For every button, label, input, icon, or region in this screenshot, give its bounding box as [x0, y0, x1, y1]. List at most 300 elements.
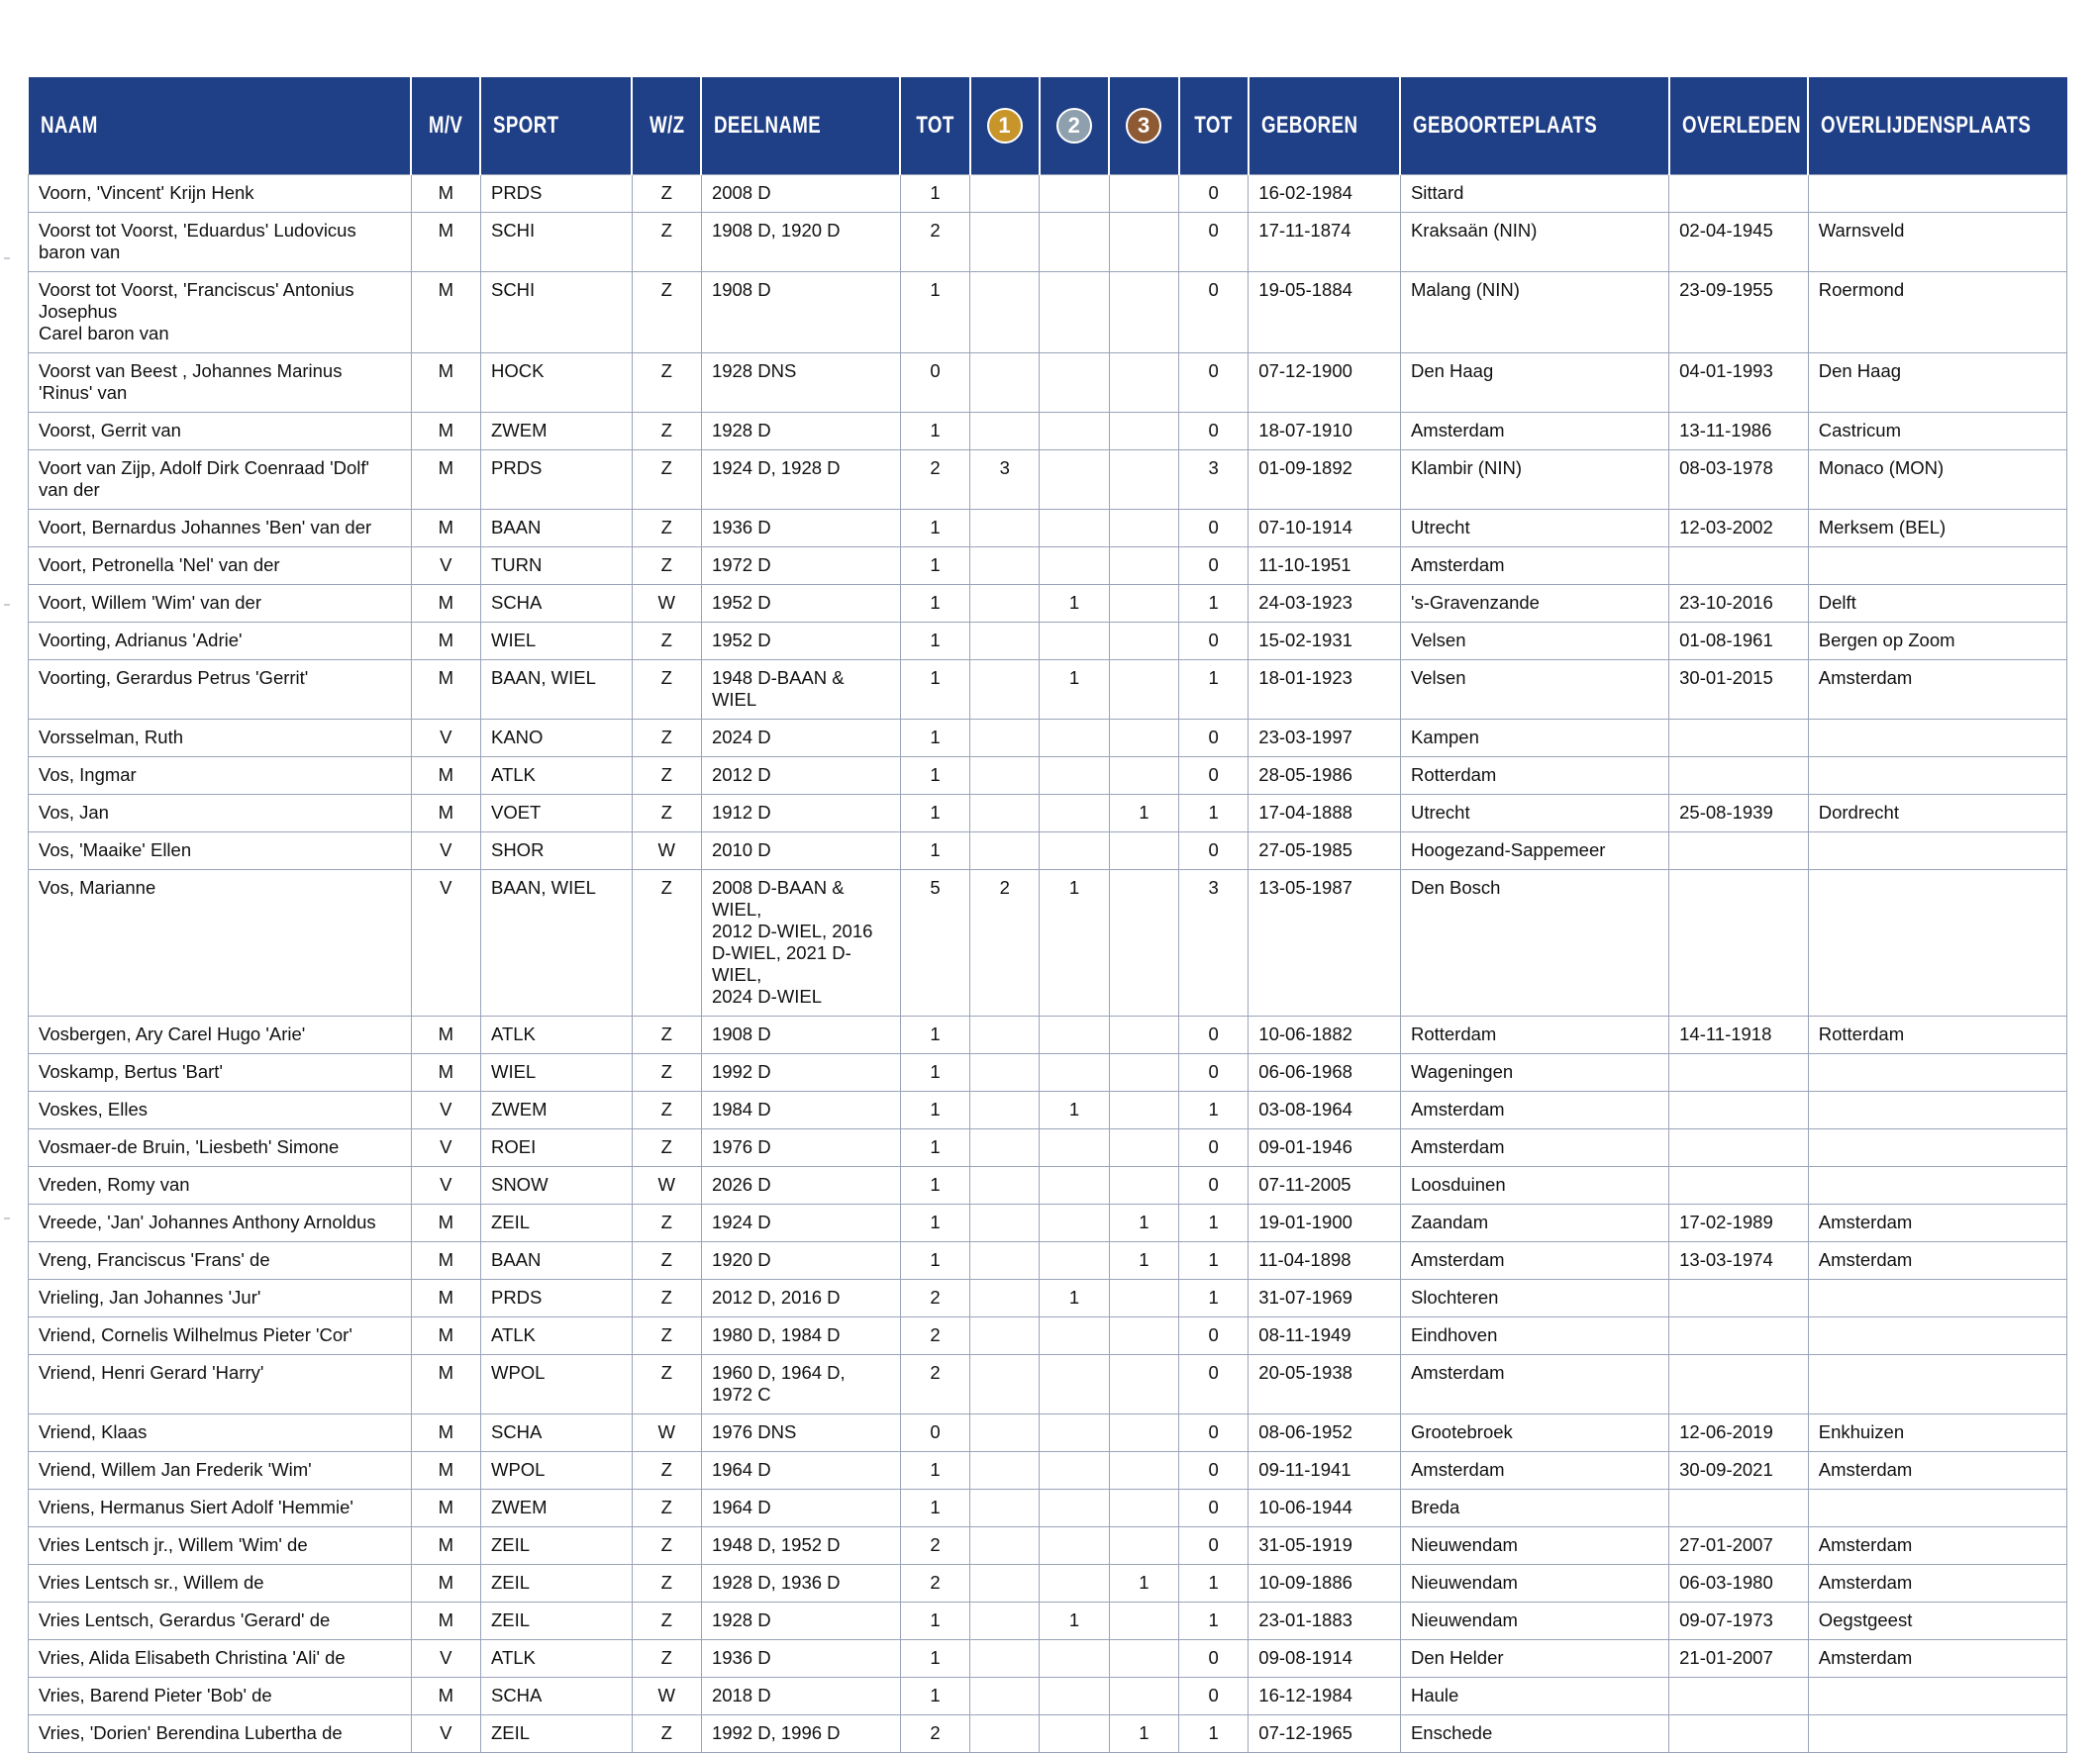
cell-gold — [970, 353, 1040, 413]
cell-text: Voorst tot Voorst, 'Franciscus' Antonius Josephus Carel baron van — [39, 279, 354, 343]
cell-overleden — [1669, 1205, 1809, 1242]
cell-bronze — [1109, 175, 1178, 213]
cell-geboorteplaats — [1400, 175, 1668, 213]
cell-naam — [29, 1092, 412, 1129]
cell-gold — [970, 795, 1040, 832]
cell-text: 1 — [1139, 1212, 1150, 1232]
cell-tot — [900, 1242, 969, 1280]
athletes-table — [28, 77, 2067, 1753]
cell-text: M — [438, 1212, 454, 1232]
cell-text: Haule — [1410, 1685, 1459, 1705]
cell-bronze — [1109, 1205, 1178, 1242]
cell-naam — [29, 353, 412, 413]
cell-text: Vriend, Willem Jan Frederik 'Wim' — [39, 1459, 312, 1480]
cell-silver — [1040, 585, 1109, 623]
cell-geboren — [1249, 1054, 1401, 1092]
cell-sport — [480, 1527, 632, 1565]
cell-text: Den Helder — [1410, 1647, 1504, 1668]
cell-text: Vries Lentsch, Gerardus 'Gerard' de — [39, 1609, 331, 1630]
cell-naam — [29, 1242, 412, 1280]
cell-mv — [411, 1205, 480, 1242]
cell-naam — [29, 1280, 412, 1317]
cell-mv — [411, 795, 480, 832]
cell-bronze — [1109, 413, 1178, 450]
cell-text: 's-Gravenzande — [1410, 592, 1540, 613]
col-header-overlijdensplaats[interactable]: OVERLIJDENSPLAATS — [1808, 77, 2066, 175]
cell-text: 10-06-1882 — [1258, 1023, 1352, 1044]
col-header-geboorteplaats[interactable]: GEBOORTEPLAATS — [1400, 77, 1668, 175]
col-header-mv[interactable]: M/V — [411, 77, 480, 175]
cell-overleden — [1669, 272, 1809, 353]
cell-geboorteplaats — [1400, 272, 1668, 353]
col-header-tot-participations[interactable]: TOT — [900, 77, 969, 175]
cell-gold — [970, 1280, 1040, 1317]
cell-text: Amsterdam — [1818, 1212, 1913, 1232]
cell-wz — [632, 1280, 701, 1317]
cell-geboren — [1249, 1490, 1401, 1527]
cell-text: Oegstgeest — [1818, 1609, 1913, 1630]
cell-gold — [970, 1640, 1040, 1678]
cell-gold — [970, 1603, 1040, 1640]
cell-bronze — [1109, 1317, 1178, 1355]
cell-gold — [970, 1355, 1040, 1414]
cell-geboren — [1249, 720, 1401, 757]
cell-text: 1 — [1208, 1722, 1219, 1743]
cell-deelname — [701, 832, 900, 870]
cell-wz — [632, 1205, 701, 1242]
cell-bronze — [1109, 870, 1178, 1017]
cell-text: Vreden, Romy van — [39, 1174, 190, 1195]
cell-geboorteplaats — [1400, 1205, 1668, 1242]
cell-text: 2008 D-BAAN & WIEL, 2012 D-WIEL, 2016 D-WIEL, 2021 D-WIEL, 2024 D-WIEL — [711, 877, 873, 1007]
cell-silver — [1040, 1092, 1109, 1129]
cell-bronze — [1109, 450, 1178, 510]
cell-text: 1 — [930, 554, 941, 575]
cell-overleden — [1669, 1565, 1809, 1603]
table-row — [29, 1054, 2067, 1092]
cell-overlijdensplaats — [1808, 1092, 2066, 1129]
table-row — [29, 413, 2067, 450]
cell-mv — [411, 1017, 480, 1054]
cell-overlijdensplaats — [1808, 1640, 2066, 1678]
cell-mv — [411, 175, 480, 213]
cell-geboren — [1249, 1205, 1401, 1242]
cell-overleden — [1669, 1280, 1809, 1317]
cell-text: 1 — [1139, 1722, 1150, 1743]
cell-text: Z — [660, 1497, 672, 1517]
col-header-bronze[interactable] — [1109, 77, 1178, 175]
cell-text: Merksem (BEL) — [1818, 517, 1947, 537]
cell-gold — [970, 175, 1040, 213]
cell-sport — [480, 510, 632, 547]
cell-wz — [632, 1092, 701, 1129]
cell-deelname — [701, 1414, 900, 1452]
cell-tot — [900, 1452, 969, 1490]
table-row — [29, 1414, 2067, 1452]
cell-geboorteplaats — [1400, 1242, 1668, 1280]
cell-geboren — [1249, 353, 1401, 413]
cell-deelname — [701, 272, 900, 353]
cell-naam — [29, 832, 412, 870]
cell-tot-medals — [1179, 272, 1249, 353]
cell-mv — [411, 413, 480, 450]
cell-silver — [1040, 720, 1109, 757]
cell-text: 06-06-1968 — [1258, 1061, 1352, 1082]
cell-geboorteplaats — [1400, 1678, 1668, 1715]
cell-text: ZEIL — [490, 1534, 531, 1555]
cell-text: HOCK — [490, 360, 545, 381]
cell-overleden — [1669, 623, 1809, 660]
col-header-overleden[interactable]: OVERLEDEN — [1669, 77, 1809, 175]
cell-sport — [480, 175, 632, 213]
cell-text: Z — [660, 764, 672, 785]
cell-text: Z — [660, 1287, 672, 1308]
cell-text: ZEIL — [490, 1572, 531, 1593]
cell-naam — [29, 1678, 412, 1715]
cell-tot — [900, 1167, 969, 1205]
cell-text: W — [657, 592, 676, 613]
cell-text: M — [438, 1572, 454, 1593]
cell-tot-medals — [1179, 353, 1249, 413]
cell-gold — [970, 1715, 1040, 1753]
cell-overlijdensplaats — [1808, 1317, 2066, 1355]
table-row — [29, 1640, 2067, 1678]
cell-text: 1 — [1208, 592, 1219, 613]
cell-text: 2012 D — [711, 764, 771, 785]
cell-text: Z — [660, 457, 672, 478]
cell-overleden — [1669, 1317, 1809, 1355]
cell-text: Vorsselman, Ruth — [39, 727, 184, 747]
cell-text: TURN — [490, 554, 543, 575]
cell-text: 12-06-2019 — [1679, 1421, 1773, 1442]
cell-text: Z — [660, 517, 672, 537]
cell-tot-medals — [1179, 1490, 1249, 1527]
cell-text: M — [438, 592, 454, 613]
cell-mv — [411, 1317, 480, 1355]
cell-overlijdensplaats — [1808, 272, 2066, 353]
table-row — [29, 870, 2067, 1017]
col-header-wz[interactable]: W/Z — [632, 77, 701, 175]
cell-gold — [970, 1414, 1040, 1452]
cell-text: 16-12-1984 — [1258, 1685, 1352, 1705]
cell-text: 2 — [930, 1287, 941, 1308]
cell-wz — [632, 757, 701, 795]
cell-text: 1 — [1068, 1609, 1080, 1630]
cell-geboren — [1249, 1414, 1401, 1452]
cell-text: Enschede — [1410, 1722, 1493, 1743]
cell-gold — [970, 870, 1040, 1017]
cell-sport — [480, 757, 632, 795]
cell-gold — [970, 1167, 1040, 1205]
cell-overleden — [1669, 1167, 1809, 1205]
cell-text: 1980 D, 1984 D — [711, 1324, 841, 1345]
col-header-tot-medals[interactable]: TOT — [1179, 77, 1249, 175]
cell-wz — [632, 547, 701, 585]
cell-deelname — [701, 1565, 900, 1603]
cell-text: Vrieling, Jan Johannes 'Jur' — [39, 1287, 261, 1308]
cell-text: 1952 D — [711, 592, 771, 613]
cell-text: Z — [660, 727, 672, 747]
cell-wz — [632, 832, 701, 870]
silver-medal-icon: 2 — [1056, 108, 1092, 144]
cell-text: ZWEM — [490, 420, 548, 440]
cell-tot — [900, 1527, 969, 1565]
cell-text: WIEL — [490, 1061, 537, 1082]
cell-deelname — [701, 585, 900, 623]
cell-geboren — [1249, 272, 1401, 353]
cell-text: WPOL — [490, 1362, 546, 1383]
cell-overlijdensplaats — [1808, 585, 2066, 623]
cell-naam — [29, 510, 412, 547]
cell-tot-medals — [1179, 213, 1249, 272]
cell-text: 0 — [1208, 420, 1219, 440]
cell-text: 2 — [930, 1362, 941, 1383]
cell-geboren — [1249, 1280, 1401, 1317]
cell-text: SCHA — [490, 1421, 543, 1442]
cell-text: Malang (NIN) — [1410, 279, 1520, 300]
table-row — [29, 832, 2067, 870]
cell-naam — [29, 213, 412, 272]
cell-deelname — [701, 870, 900, 1017]
cell-text: 23-01-1883 — [1258, 1609, 1352, 1630]
cell-text: Vosmaer-de Bruin, 'Liesbeth' Simone — [39, 1136, 340, 1157]
cell-tot — [900, 870, 969, 1017]
cell-mv — [411, 1167, 480, 1205]
cell-text: 2026 D — [711, 1174, 771, 1195]
table-row — [29, 1355, 2067, 1414]
col-header-sport[interactable]: SPORT — [480, 77, 632, 175]
cell-overleden — [1669, 585, 1809, 623]
cell-overlijdensplaats — [1808, 1452, 2066, 1490]
cell-text: Z — [660, 1459, 672, 1480]
cell-text: Enkhuizen — [1818, 1421, 1905, 1442]
cell-bronze — [1109, 1242, 1178, 1280]
cell-text: 1924 D, 1928 D — [711, 457, 841, 478]
cell-text: Nieuwendam — [1410, 1572, 1518, 1593]
cell-text: M — [438, 279, 454, 300]
cell-text: BAAN — [490, 1249, 542, 1270]
cell-silver — [1040, 1317, 1109, 1355]
cell-sport — [480, 1205, 632, 1242]
cell-naam — [29, 1167, 412, 1205]
cell-deelname — [701, 413, 900, 450]
cell-silver — [1040, 623, 1109, 660]
cell-gold — [970, 1490, 1040, 1527]
cell-geboorteplaats — [1400, 795, 1668, 832]
cell-tot-medals — [1179, 175, 1249, 213]
cell-text: 13-11-1986 — [1679, 420, 1772, 440]
cell-overleden — [1669, 510, 1809, 547]
cell-sport — [480, 832, 632, 870]
cell-tot-medals — [1179, 1640, 1249, 1678]
cell-tot — [900, 1640, 969, 1678]
cell-text: W — [657, 1174, 676, 1195]
cell-bronze — [1109, 1017, 1178, 1054]
cell-text: 14-11-1918 — [1679, 1023, 1772, 1044]
cell-silver — [1040, 510, 1109, 547]
cell-text: 07-11-2005 — [1258, 1174, 1351, 1195]
cell-gold — [970, 1092, 1040, 1129]
cell-tot — [900, 585, 969, 623]
cell-mv — [411, 870, 480, 1017]
cell-mv — [411, 510, 480, 547]
cell-overleden — [1669, 1640, 1809, 1678]
cell-bronze — [1109, 547, 1178, 585]
cell-text: 2 — [999, 877, 1010, 898]
cell-text: 1972 D — [711, 554, 771, 575]
cell-overlijdensplaats — [1808, 353, 2066, 413]
cell-wz — [632, 870, 701, 1017]
cell-text: 25-08-1939 — [1679, 802, 1773, 823]
cell-deelname — [701, 1054, 900, 1092]
cell-bronze — [1109, 1603, 1178, 1640]
cell-text: M — [438, 764, 454, 785]
table-row — [29, 660, 2067, 720]
cell-tot-medals — [1179, 1242, 1249, 1280]
cell-text: 1 — [930, 592, 941, 613]
cell-text: 0 — [1208, 182, 1219, 203]
cell-naam — [29, 1414, 412, 1452]
table-row — [29, 1092, 2067, 1129]
cell-deelname — [701, 1317, 900, 1355]
cell-text: M — [438, 1459, 454, 1480]
cell-text: 03-08-1964 — [1258, 1099, 1352, 1120]
cell-tot — [900, 450, 969, 510]
cell-text: 01-08-1961 — [1679, 630, 1773, 650]
cell-deelname — [701, 1205, 900, 1242]
cell-text: 1 — [930, 1174, 941, 1195]
cell-silver — [1040, 272, 1109, 353]
cell-tot — [900, 1565, 969, 1603]
cell-text: V — [440, 1174, 452, 1195]
cell-text: 1 — [930, 1099, 941, 1120]
cell-text: Z — [660, 1099, 672, 1120]
cell-tot — [900, 413, 969, 450]
cell-tot-medals — [1179, 1280, 1249, 1317]
cell-text: V — [440, 727, 452, 747]
cell-overlijdensplaats — [1808, 413, 2066, 450]
cell-text: Kraksaän (NIN) — [1410, 220, 1538, 241]
cell-geboren — [1249, 413, 1401, 450]
cell-deelname — [701, 1092, 900, 1129]
cell-text: 08-03-1978 — [1679, 457, 1773, 478]
cell-text: Z — [660, 667, 672, 688]
cell-sport — [480, 1715, 632, 1753]
cell-geboorteplaats — [1400, 413, 1668, 450]
cell-overleden — [1669, 413, 1809, 450]
cell-sport — [480, 1640, 632, 1678]
cell-deelname — [701, 1355, 900, 1414]
cell-text: 1 — [930, 1497, 941, 1517]
cell-text: Vriens, Hermanus Siert Adolf 'Hemmie' — [39, 1497, 353, 1517]
cell-naam — [29, 1205, 412, 1242]
cell-text: Vreng, Franciscus 'Frans' de — [39, 1249, 270, 1270]
cell-wz — [632, 1452, 701, 1490]
cell-silver — [1040, 1640, 1109, 1678]
table-row — [29, 585, 2067, 623]
cell-sport — [480, 1017, 632, 1054]
cell-gold — [970, 832, 1040, 870]
cell-gold — [970, 450, 1040, 510]
cell-text: Grootebroek — [1410, 1421, 1513, 1442]
cell-overlijdensplaats — [1808, 832, 2066, 870]
cell-text: Vosbergen, Ary Carel Hugo 'Arie' — [39, 1023, 306, 1044]
cell-text: Den Bosch — [1410, 877, 1501, 898]
col-header-geboren[interactable]: GEBOREN — [1249, 77, 1401, 175]
cell-text: Vos, Ingmar — [39, 764, 137, 785]
cell-wz — [632, 1414, 701, 1452]
cell-wz — [632, 1017, 701, 1054]
cell-tot-medals — [1179, 1678, 1249, 1715]
cell-tot — [900, 1355, 969, 1414]
cell-text: W — [657, 839, 676, 860]
cell-text: 2018 D — [711, 1685, 771, 1705]
cell-text: 08-11-1949 — [1258, 1324, 1351, 1345]
cell-text: ZEIL — [490, 1212, 531, 1232]
cell-text: 1 — [1208, 1572, 1219, 1593]
cell-text: 01-09-1892 — [1258, 457, 1352, 478]
cell-tot-medals — [1179, 795, 1249, 832]
col-header-deelname[interactable]: DEELNAME — [701, 77, 900, 175]
table-row — [29, 1490, 2067, 1527]
cell-wz — [632, 1490, 701, 1527]
col-header-naam[interactable]: NAAM — [29, 77, 412, 175]
results-sheet — [28, 77, 2067, 1753]
cell-text: Z — [660, 1609, 672, 1630]
cell-tot-medals — [1179, 547, 1249, 585]
cell-deelname — [701, 1640, 900, 1678]
cell-text: Vries, Barend Pieter 'Bob' de — [39, 1685, 272, 1705]
cell-naam — [29, 1640, 412, 1678]
cell-sport — [480, 870, 632, 1017]
cell-text: V — [440, 839, 452, 860]
cell-text: M — [438, 1287, 454, 1308]
cell-geboren — [1249, 510, 1401, 547]
cell-text: 0 — [1208, 630, 1219, 650]
cell-text: 0 — [1208, 1174, 1219, 1195]
cell-wz — [632, 353, 701, 413]
cell-text: Voskamp, Bertus 'Bart' — [39, 1061, 223, 1082]
cell-text: 1948 D, 1952 D — [711, 1534, 841, 1555]
cell-text: M — [438, 1362, 454, 1383]
cell-silver — [1040, 353, 1109, 413]
cell-text: M — [438, 802, 454, 823]
cell-geboorteplaats — [1400, 1565, 1668, 1603]
cell-text: 1 — [930, 764, 941, 785]
cell-text: Vriend, Klaas — [39, 1421, 148, 1442]
col-header-silver[interactable] — [1040, 77, 1109, 175]
cell-text: 1 — [930, 182, 941, 203]
col-header-gold[interactable] — [970, 77, 1040, 175]
cell-gold — [970, 1452, 1040, 1490]
cell-silver — [1040, 660, 1109, 720]
cell-tot — [900, 720, 969, 757]
cell-mv — [411, 1054, 480, 1092]
table-body — [29, 175, 2067, 1753]
cell-silver — [1040, 547, 1109, 585]
cell-overleden — [1669, 1527, 1809, 1565]
cell-text: ATLK — [490, 1647, 536, 1668]
cell-text: Vries, Alida Elisabeth Christina 'Ali' de — [39, 1647, 346, 1668]
cell-mv — [411, 1527, 480, 1565]
cell-geboorteplaats — [1400, 450, 1668, 510]
cell-naam — [29, 1054, 412, 1092]
cell-text: SCHA — [490, 1685, 543, 1705]
cell-silver — [1040, 1242, 1109, 1280]
cell-mv — [411, 1092, 480, 1129]
cell-overleden — [1669, 870, 1809, 1017]
cell-geboorteplaats — [1400, 1092, 1668, 1129]
